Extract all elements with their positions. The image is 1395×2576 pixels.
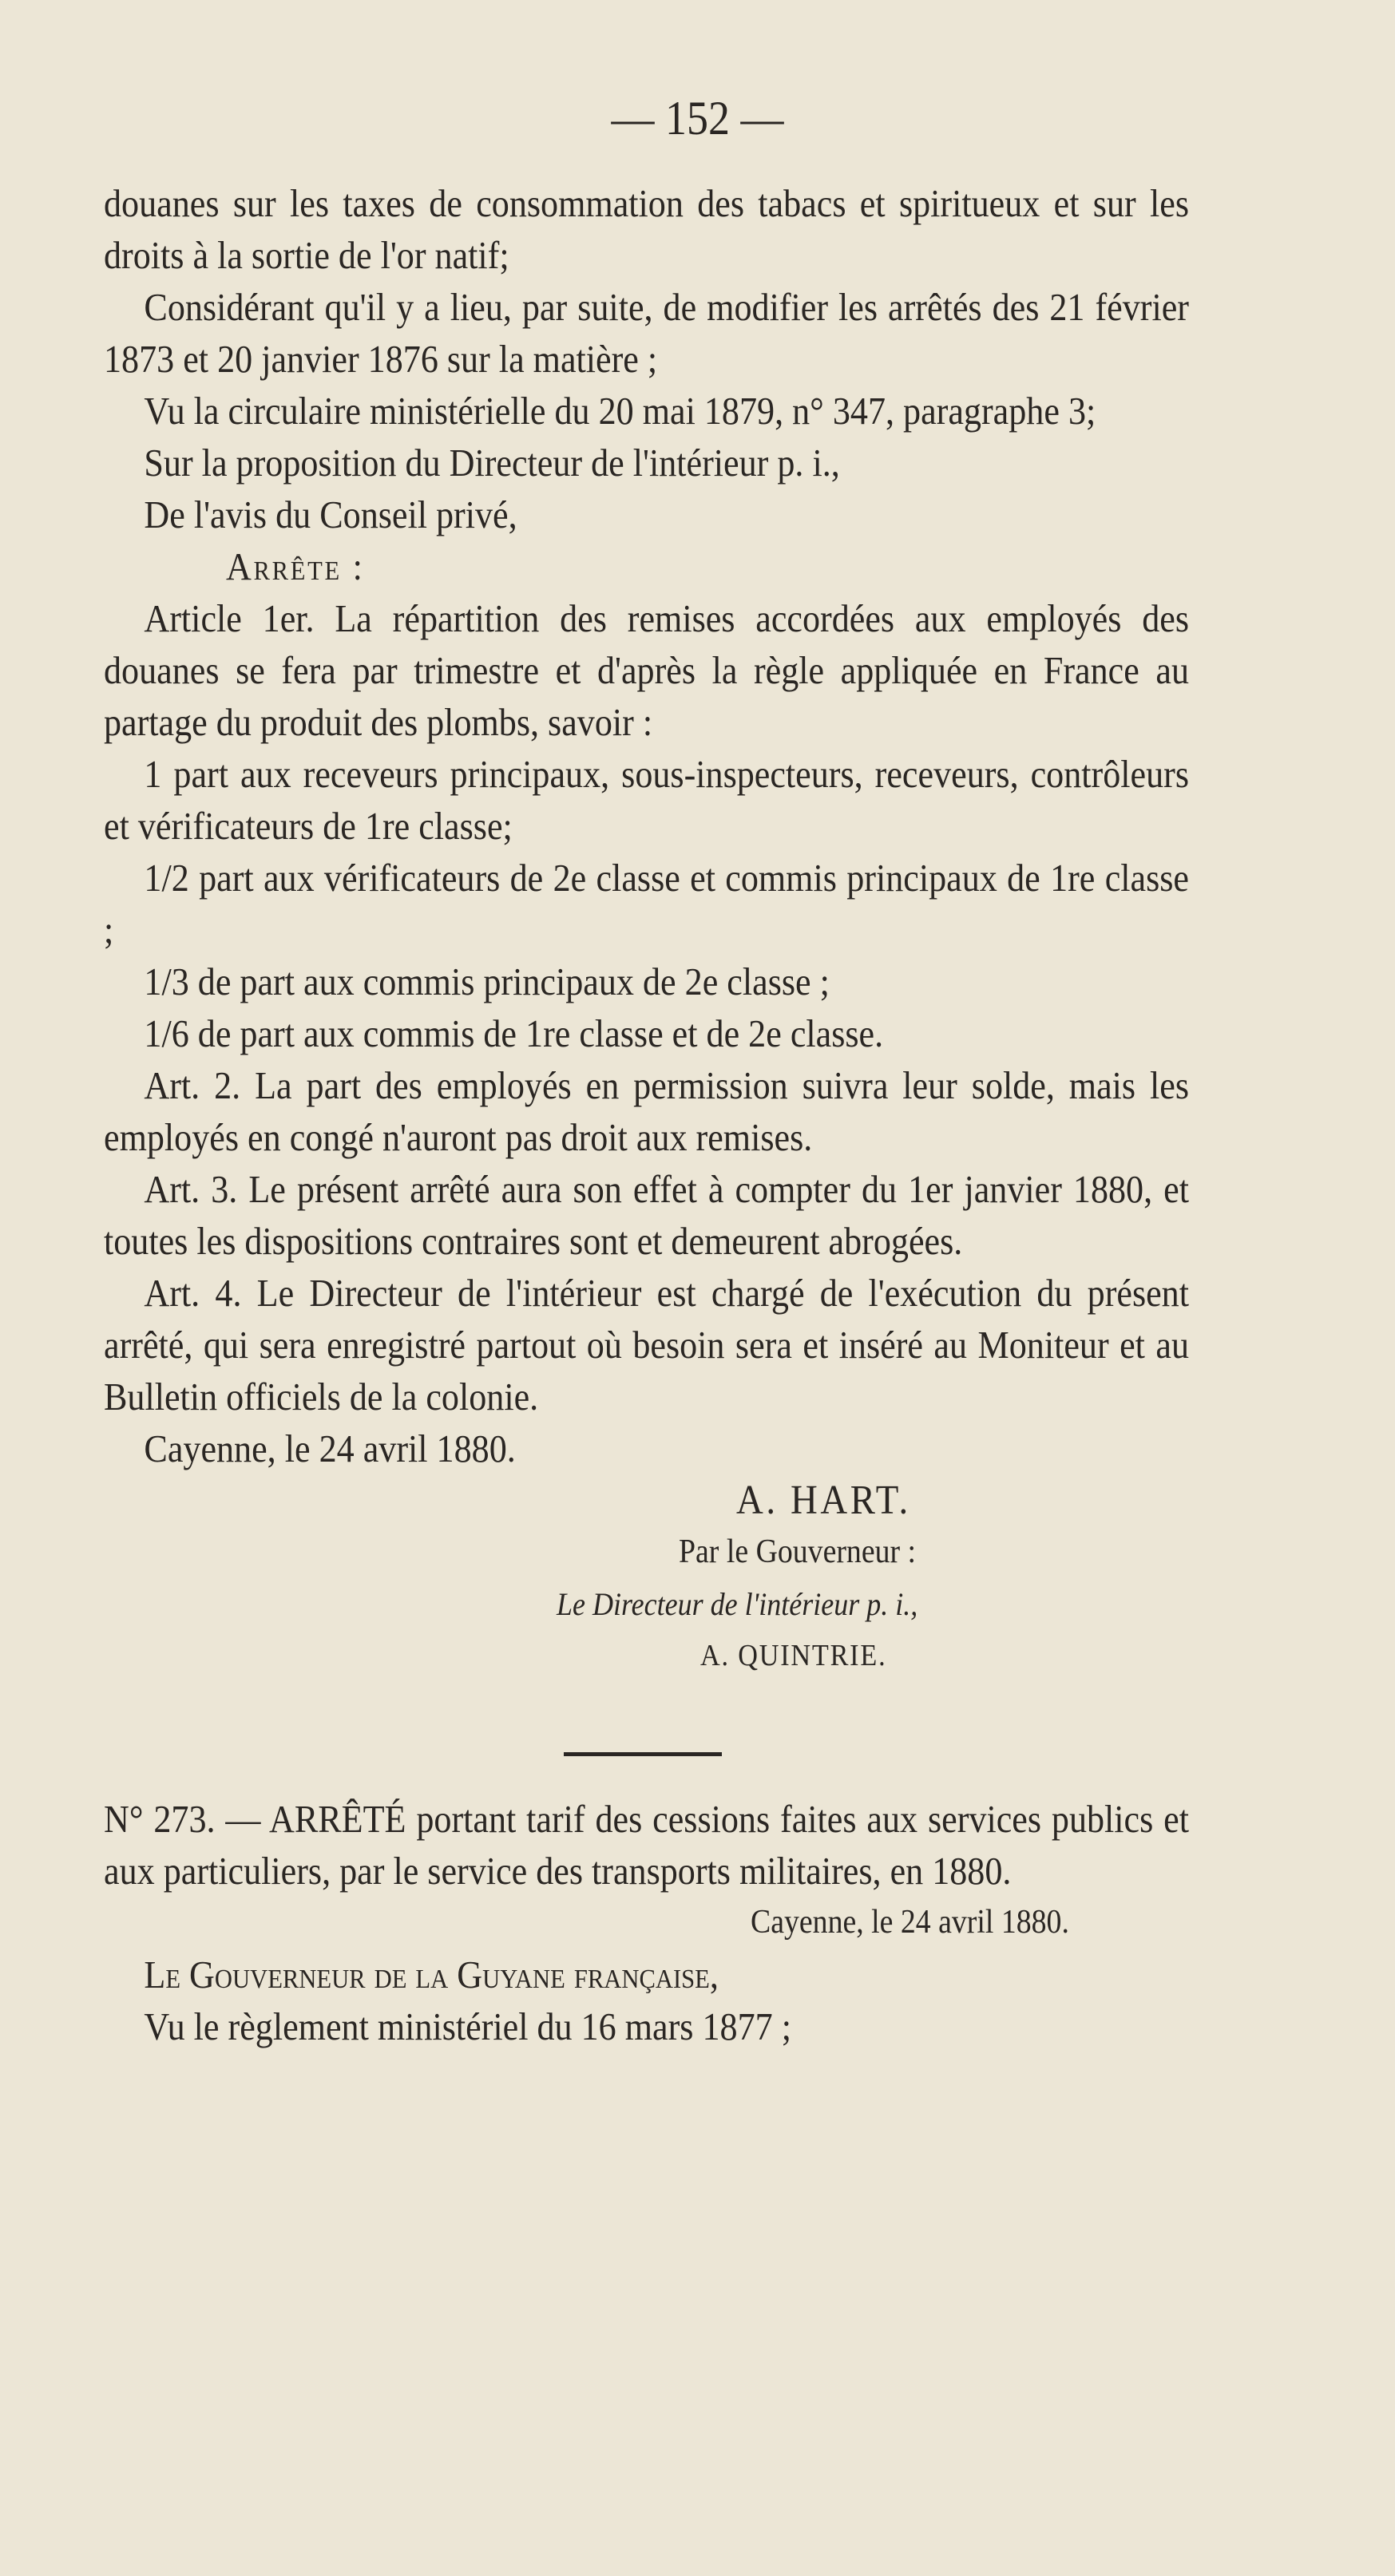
paragraph-3: Vu la circulaire ministérielle du 20 mai 1879, n° 347, paragraphe 3; <box>144 389 1096 433</box>
separator-rule <box>564 1752 722 1756</box>
paragraph-2: Considérant qu'il y a lieu, par suite, de modifier les arrêtés des 21 février 1873 et 20 janvier 1876 sur la matière ; <box>104 285 1189 381</box>
signature-name: A. HART. <box>736 1478 911 1523</box>
article-2: Art. 2. La part des employés en permission suivra leur solde, mais les employés en congé n'auront pas droit aux remises. <box>104 1063 1189 1159</box>
paragraph-1: douanes sur les taxes de consommation des tabacs et spiritueux et sur les droits à la sortie de l'or natif; <box>104 181 1189 277</box>
page-number: — 152 — <box>611 92 784 144</box>
next-decree-line-2: Vu le règlement ministériel du 16 mars 1877 ; <box>144 2004 791 2048</box>
article-1-item-3: 1/3 de part aux commis principaux de 2e classe ; <box>144 960 830 1003</box>
paragraph-4: Sur la proposition du Directeur de l'intérieur p. i., <box>144 441 840 485</box>
article-1-item-2: 1/2 part aux vérificateurs de 2e classe et commis principaux de 1re classe ; <box>104 856 1189 952</box>
article-1-item-4: 1/6 de part aux commis de 1re classe et de 2e classe. <box>144 1011 884 1055</box>
article-1: Article 1er. La répartition des remises accordées aux employés des douanes se fera par trimestre et d'après la règle appliquée en France au partage du produit des plombs, savoir : <box>104 596 1189 744</box>
signature-par-le: Par le Gouverneur : <box>679 1533 917 1570</box>
paragraph-5: De l'avis du Conseil privé, <box>144 493 517 536</box>
signature-name-2: A. QUINTRIE. <box>700 1639 887 1672</box>
body-text <box>104 177 1189 2052</box>
next-decree-date: Cayenne, le 24 avril 1880. <box>751 1904 1069 1941</box>
next-decree-title: N° 273. — ARRÊTÉ portant tarif des cessions faites aux services publics et aux particuliers, par le service des transports militaires, en 1880. <box>104 1797 1189 1893</box>
article-1-item-1: 1 part aux receveurs principaux, sous-inspecteurs, receveurs, contrôleurs et vérificateurs de 1re classe; <box>104 752 1189 848</box>
article-4: Art. 4. Le Directeur de l'intérieur est chargé de l'exécution du présent arrêté, qui sera enregistré partout où besoin sera et inséré au Moniteur et au Bulletin officiels de la colonie. <box>104 1271 1189 1419</box>
next-decree-line-1: Le Gouverneur de la Guyane française, <box>144 1953 719 1996</box>
arrete-heading: Arrête : <box>226 544 365 588</box>
signature-directeur: Le Directeur de l'intérieur p. i., <box>557 1586 918 1622</box>
article-3: Art. 3. Le présent arrêté aura son effet à compter du 1er janvier 1880, et toutes les dispositions contraires sont et demeurent abrogées. <box>104 1167 1189 1263</box>
date-line: Cayenne, le 24 avril 1880. <box>144 1426 516 1470</box>
